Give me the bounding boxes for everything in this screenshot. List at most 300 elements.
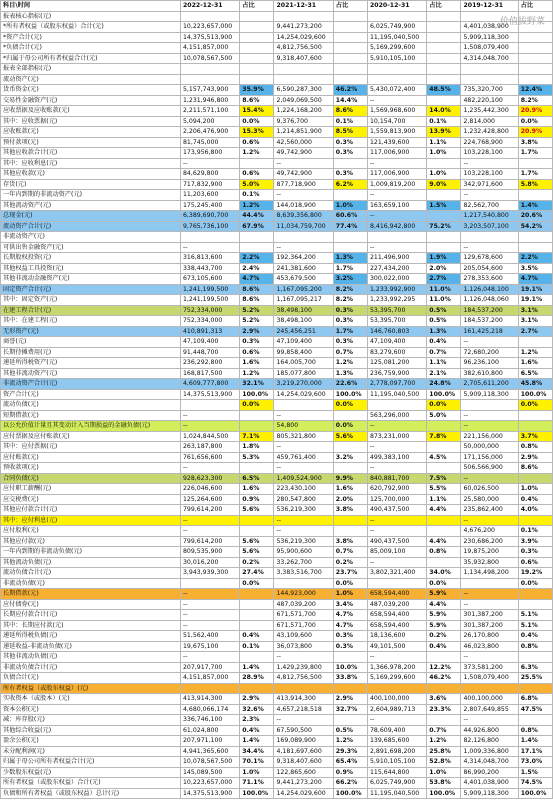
ratio-cell[interactable] bbox=[240, 610, 274, 621]
value-cell[interactable]: -- bbox=[180, 421, 239, 432]
value-cell[interactable]: 164,005,700 bbox=[274, 358, 333, 369]
value-cell[interactable]: -- bbox=[274, 242, 333, 253]
ratio-cell[interactable]: 66.2% bbox=[333, 778, 367, 789]
value-cell[interactable]: 4,314,048,700 bbox=[461, 53, 518, 64]
value-cell[interactable]: 139,685,600 bbox=[367, 736, 426, 747]
ratio-cell[interactable] bbox=[427, 11, 461, 22]
ratio-cell[interactable]: 0.1% bbox=[333, 116, 367, 127]
value-cell[interactable]: 459,761,400 bbox=[274, 452, 333, 463]
row-label-cell[interactable]: 长期股权投资(元) bbox=[1, 253, 181, 264]
value-cell[interactable]: 482,220,100 bbox=[461, 95, 518, 106]
value-cell[interactable]: 671,571,700 bbox=[274, 610, 333, 621]
value-cell[interactable] bbox=[367, 64, 426, 75]
ratio-cell[interactable]: 100.0% bbox=[427, 788, 461, 799]
value-cell[interactable]: 1,241,199,500 bbox=[180, 295, 239, 306]
value-cell[interactable]: -- bbox=[461, 190, 518, 201]
value-cell[interactable]: 185,077,800 bbox=[274, 368, 333, 379]
ratio-cell[interactable]: 2.9% bbox=[240, 694, 274, 705]
ratio-cell[interactable] bbox=[427, 22, 461, 33]
ratio-cell[interactable]: 1.4% bbox=[240, 662, 274, 673]
ratio-cell[interactable] bbox=[518, 715, 552, 726]
value-cell[interactable]: 236,759,900 bbox=[367, 368, 426, 379]
ratio-cell[interactable] bbox=[333, 242, 367, 253]
ratio-cell[interactable] bbox=[240, 22, 274, 33]
ratio-cell[interactable]: 0.3% bbox=[333, 137, 367, 148]
ratio-cell[interactable]: 9.9% bbox=[333, 473, 367, 484]
ratio-cell[interactable]: 34.4% bbox=[240, 746, 274, 757]
row-label-cell[interactable]: 应交税费(元) bbox=[1, 494, 181, 505]
value-cell[interactable]: 1,233,992,900 bbox=[367, 284, 426, 295]
row-label-cell[interactable]: 可供出售金融资产(元) bbox=[1, 242, 181, 253]
value-cell[interactable]: 877,718,900 bbox=[274, 179, 333, 190]
value-cell[interactable]: 2,778,097,700 bbox=[367, 379, 426, 390]
value-cell[interactable]: 2,604,989,713 bbox=[367, 704, 426, 715]
header-cell[interactable]: 占比 bbox=[518, 1, 552, 12]
value-cell[interactable]: 103,228,100 bbox=[461, 169, 518, 180]
header-cell[interactable]: 2022-12-31 bbox=[180, 1, 239, 12]
value-cell[interactable]: 10,223,657,000 bbox=[180, 22, 239, 33]
value-cell[interactable]: -- bbox=[367, 95, 426, 106]
row-label-cell[interactable]: 应付账款(元) bbox=[1, 452, 181, 463]
ratio-cell[interactable]: 0.7% bbox=[333, 347, 367, 358]
value-cell[interactable]: 54,800 bbox=[274, 421, 333, 432]
ratio-cell[interactable]: 100.0% bbox=[518, 389, 552, 400]
ratio-cell[interactable] bbox=[427, 557, 461, 568]
value-cell[interactable]: 144,018,900 bbox=[274, 200, 333, 211]
ratio-cell[interactable]: 0.4% bbox=[240, 631, 274, 642]
value-cell[interactable]: -- bbox=[367, 526, 426, 537]
ratio-cell[interactable]: 0.0% bbox=[333, 578, 367, 589]
ratio-cell[interactable]: 5.2% bbox=[240, 305, 274, 316]
value-cell[interactable]: 536,219,300 bbox=[274, 505, 333, 516]
ratio-cell[interactable]: 0.7% bbox=[333, 547, 367, 558]
row-label-cell[interactable]: 减：库存股(元) bbox=[1, 715, 181, 726]
ratio-cell[interactable]: 1.5% bbox=[427, 200, 461, 211]
header-cell[interactable]: 科目\时间 bbox=[1, 1, 181, 12]
value-cell[interactable]: 1,241,199,500 bbox=[180, 284, 239, 295]
value-cell[interactable]: 2,814,000 bbox=[461, 116, 518, 127]
value-cell[interactable]: 84,629,800 bbox=[180, 169, 239, 180]
ratio-cell[interactable]: 3.6% bbox=[427, 694, 461, 705]
ratio-cell[interactable]: 0.1% bbox=[518, 526, 552, 537]
value-cell[interactable]: 671,571,700 bbox=[274, 620, 333, 631]
ratio-cell[interactable]: 3.2% bbox=[333, 274, 367, 285]
header-cell[interactable]: 2021-12-31 bbox=[274, 1, 333, 12]
ratio-cell[interactable]: 4.7% bbox=[333, 620, 367, 631]
ratio-cell[interactable]: 28.9% bbox=[240, 673, 274, 684]
ratio-cell[interactable]: 5.6% bbox=[333, 431, 367, 442]
value-cell[interactable]: 1,126,048,060 bbox=[461, 295, 518, 306]
value-cell[interactable] bbox=[461, 578, 518, 589]
row-label-cell[interactable]: 流动资产合计(元) bbox=[1, 221, 181, 232]
value-cell[interactable]: 235,862,400 bbox=[461, 505, 518, 516]
row-label-cell[interactable]: 报表核心指标(元) bbox=[1, 11, 181, 22]
ratio-cell[interactable] bbox=[240, 53, 274, 64]
value-cell[interactable]: 230,686,200 bbox=[461, 536, 518, 547]
value-cell[interactable]: 8,416,942,800 bbox=[367, 221, 426, 232]
value-cell[interactable]: 11,203,600 bbox=[180, 190, 239, 201]
row-label-cell[interactable]: *资产合计(元) bbox=[1, 32, 181, 43]
ratio-cell[interactable]: 0.5% bbox=[333, 725, 367, 736]
ratio-cell[interactable]: 1.0% bbox=[427, 169, 461, 180]
value-cell[interactable] bbox=[367, 74, 426, 85]
ratio-cell[interactable]: 1.8% bbox=[240, 442, 274, 453]
value-cell[interactable]: 14,254,029,600 bbox=[274, 788, 333, 799]
value-cell[interactable]: 928,623,300 bbox=[180, 473, 239, 484]
value-cell[interactable]: 4,401,038,900 bbox=[461, 22, 518, 33]
ratio-cell[interactable]: 4.0% bbox=[518, 505, 552, 516]
row-label-cell[interactable]: 长期借款(元) bbox=[1, 589, 181, 600]
ratio-cell[interactable]: 8.6% bbox=[518, 463, 552, 474]
value-cell[interactable]: 752,334,000 bbox=[180, 305, 239, 316]
value-cell[interactable]: -- bbox=[461, 158, 518, 169]
ratio-cell[interactable]: 0.3% bbox=[333, 631, 367, 642]
row-label-cell[interactable]: 负债合计(元) bbox=[1, 673, 181, 684]
value-cell[interactable]: 82,562,700 bbox=[461, 200, 518, 211]
value-cell[interactable]: 99,858,400 bbox=[274, 347, 333, 358]
row-label-cell[interactable]: 一年内到期的非流动资产(元) bbox=[1, 190, 181, 201]
value-cell[interactable]: 382,610,800 bbox=[461, 368, 518, 379]
ratio-cell[interactable]: 4.4% bbox=[427, 536, 461, 547]
ratio-cell[interactable]: 6.2% bbox=[333, 179, 367, 190]
value-cell[interactable]: -- bbox=[274, 190, 333, 201]
ratio-cell[interactable]: 5.6% bbox=[240, 536, 274, 547]
ratio-cell[interactable]: 0.2% bbox=[240, 557, 274, 568]
ratio-cell[interactable]: 5.9% bbox=[427, 589, 461, 600]
value-cell[interactable] bbox=[367, 232, 426, 243]
ratio-cell[interactable]: 1.2% bbox=[240, 148, 274, 159]
value-cell[interactable]: 117,006,900 bbox=[367, 148, 426, 159]
row-label-cell[interactable]: 在建工程合计(元) bbox=[1, 305, 181, 316]
value-cell[interactable]: 2,891,698,200 bbox=[367, 746, 426, 757]
value-cell[interactable]: 5,169,299,600 bbox=[367, 43, 426, 54]
row-label-cell[interactable]: 应付债券(元) bbox=[1, 599, 181, 610]
value-cell[interactable]: 2,807,649,855 bbox=[461, 704, 518, 715]
ratio-cell[interactable] bbox=[427, 242, 461, 253]
row-label-cell[interactable]: 固定资产合计(元) bbox=[1, 284, 181, 295]
value-cell[interactable] bbox=[180, 11, 239, 22]
ratio-cell[interactable]: 4.7% bbox=[333, 610, 367, 621]
value-cell[interactable]: 5,169,299,600 bbox=[367, 673, 426, 684]
ratio-cell[interactable]: 2.0% bbox=[427, 263, 461, 274]
ratio-cell[interactable] bbox=[333, 683, 367, 694]
value-cell[interactable]: -- bbox=[461, 473, 518, 484]
value-cell[interactable]: 53,395,700 bbox=[367, 305, 426, 316]
ratio-cell[interactable]: 0.3% bbox=[518, 547, 552, 558]
ratio-cell[interactable]: 0.2% bbox=[333, 557, 367, 568]
ratio-cell[interactable]: 1.2% bbox=[518, 347, 552, 358]
ratio-cell[interactable]: 53.8% bbox=[427, 778, 461, 789]
value-cell[interactable]: 620,792,900 bbox=[367, 484, 426, 495]
value-cell[interactable]: 4,812,756,500 bbox=[274, 43, 333, 54]
value-cell[interactable]: -- bbox=[274, 410, 333, 421]
ratio-cell[interactable] bbox=[333, 158, 367, 169]
value-cell[interactable]: 1,009,819,200 bbox=[367, 179, 426, 190]
value-cell[interactable]: 8,639,356,800 bbox=[274, 211, 333, 222]
ratio-cell[interactable] bbox=[240, 526, 274, 537]
value-cell[interactable]: 3,383,516,700 bbox=[274, 568, 333, 579]
value-cell[interactable]: 3,943,939,300 bbox=[180, 568, 239, 579]
value-cell[interactable]: -- bbox=[367, 715, 426, 726]
ratio-cell[interactable]: 67.9% bbox=[240, 221, 274, 232]
value-cell[interactable]: -- bbox=[274, 715, 333, 726]
value-cell[interactable]: -- bbox=[180, 599, 239, 610]
value-cell[interactable]: 72,680,200 bbox=[461, 347, 518, 358]
ratio-cell[interactable]: 14.0% bbox=[427, 106, 461, 117]
ratio-cell[interactable]: 0.8% bbox=[518, 641, 552, 652]
ratio-cell[interactable] bbox=[240, 74, 274, 85]
value-cell[interactable]: 799,614,200 bbox=[180, 536, 239, 547]
ratio-cell[interactable]: 20.6% bbox=[518, 211, 552, 222]
value-cell[interactable]: -- bbox=[367, 158, 426, 169]
ratio-cell[interactable]: 7.5% bbox=[427, 473, 461, 484]
ratio-cell[interactable]: 1.7% bbox=[333, 326, 367, 337]
ratio-cell[interactable]: 1.4% bbox=[518, 736, 552, 747]
value-cell[interactable]: 4,401,038,900 bbox=[461, 778, 518, 789]
value-cell[interactable]: 184,537,200 bbox=[461, 305, 518, 316]
ratio-cell[interactable]: 1.0% bbox=[427, 767, 461, 778]
ratio-cell[interactable]: 5.9% bbox=[427, 620, 461, 631]
ratio-cell[interactable]: 100.0% bbox=[240, 389, 274, 400]
value-cell[interactable]: 4,151,857,000 bbox=[180, 673, 239, 684]
ratio-cell[interactable]: 20.9% bbox=[518, 106, 552, 117]
ratio-cell[interactable] bbox=[518, 421, 552, 432]
value-cell[interactable]: 207,917,700 bbox=[180, 662, 239, 673]
value-cell[interactable]: 301,387,200 bbox=[461, 610, 518, 621]
value-cell[interactable] bbox=[367, 578, 426, 589]
ratio-cell[interactable]: 24.8% bbox=[427, 379, 461, 390]
ratio-cell[interactable]: 2.3% bbox=[240, 715, 274, 726]
ratio-cell[interactable]: 0.9% bbox=[333, 767, 367, 778]
value-cell[interactable]: 263,187,800 bbox=[180, 442, 239, 453]
row-label-cell[interactable]: 应付票据及应付账款(元) bbox=[1, 431, 181, 442]
row-label-cell[interactable]: 所有者权益（或股东权益）合计(元) bbox=[1, 778, 181, 789]
ratio-cell[interactable]: 1.5% bbox=[518, 767, 552, 778]
value-cell[interactable]: -- bbox=[180, 158, 239, 169]
ratio-cell[interactable] bbox=[240, 515, 274, 526]
ratio-cell[interactable] bbox=[240, 32, 274, 43]
value-cell[interactable]: 5,157,743,900 bbox=[180, 85, 239, 96]
row-label-cell[interactable]: 其他非流动负债(元) bbox=[1, 652, 181, 663]
value-cell[interactable]: -- bbox=[180, 526, 239, 537]
ratio-cell[interactable]: 8.2% bbox=[333, 295, 367, 306]
ratio-cell[interactable]: 0.1% bbox=[240, 641, 274, 652]
row-label-cell[interactable]: *归属于母公司所有者权益合计(元) bbox=[1, 53, 181, 64]
value-cell[interactable]: 96,236,100 bbox=[461, 358, 518, 369]
ratio-cell[interactable]: 2.1% bbox=[427, 368, 461, 379]
ratio-cell[interactable] bbox=[518, 599, 552, 610]
value-cell[interactable]: 1,134,498,200 bbox=[461, 568, 518, 579]
value-cell[interactable]: 799,614,200 bbox=[180, 505, 239, 516]
value-cell[interactable]: 809,535,900 bbox=[180, 547, 239, 558]
ratio-cell[interactable] bbox=[427, 652, 461, 663]
value-cell[interactable] bbox=[274, 232, 333, 243]
ratio-cell[interactable]: 0.3% bbox=[333, 337, 367, 348]
ratio-cell[interactable]: 0.6% bbox=[240, 137, 274, 148]
ratio-cell[interactable] bbox=[333, 64, 367, 75]
value-cell[interactable]: 11,034,759,700 bbox=[274, 221, 333, 232]
ratio-cell[interactable]: 1.6% bbox=[240, 358, 274, 369]
ratio-cell[interactable]: 1.4% bbox=[240, 736, 274, 747]
ratio-cell[interactable] bbox=[333, 652, 367, 663]
ratio-cell[interactable]: 1.3% bbox=[427, 326, 461, 337]
ratio-cell[interactable]: 0.3% bbox=[333, 148, 367, 159]
value-cell[interactable]: 129,678,600 bbox=[461, 253, 518, 264]
ratio-cell[interactable]: 5.8% bbox=[518, 179, 552, 190]
ratio-cell[interactable] bbox=[333, 190, 367, 201]
ratio-cell[interactable] bbox=[240, 43, 274, 54]
value-cell[interactable]: -- bbox=[367, 421, 426, 432]
row-label-cell[interactable]: 报表全部指标(元) bbox=[1, 64, 181, 75]
value-cell[interactable] bbox=[461, 683, 518, 694]
value-cell[interactable]: 42,560,000 bbox=[274, 137, 333, 148]
value-cell[interactable]: 35,932,800 bbox=[461, 557, 518, 568]
ratio-cell[interactable] bbox=[240, 11, 274, 22]
ratio-cell[interactable]: 1.1% bbox=[427, 137, 461, 148]
value-cell[interactable]: 163,659,100 bbox=[367, 200, 426, 211]
ratio-cell[interactable]: 0.7% bbox=[427, 347, 461, 358]
value-cell[interactable] bbox=[274, 64, 333, 75]
value-cell[interactable]: 86,990,200 bbox=[461, 767, 518, 778]
value-cell[interactable]: -- bbox=[461, 410, 518, 421]
row-label-cell[interactable]: 资本公积(元) bbox=[1, 704, 181, 715]
value-cell[interactable]: 85,009,100 bbox=[367, 547, 426, 558]
ratio-cell[interactable]: 0.0% bbox=[333, 421, 367, 432]
value-cell[interactable]: -- bbox=[367, 557, 426, 568]
value-cell[interactable]: 1,429,239,800 bbox=[274, 662, 333, 673]
value-cell[interactable]: 301,387,200 bbox=[461, 620, 518, 631]
ratio-cell[interactable]: 3.8% bbox=[333, 505, 367, 516]
ratio-cell[interactable]: 5.6% bbox=[240, 505, 274, 516]
ratio-cell[interactable]: 8.6% bbox=[240, 95, 274, 106]
ratio-cell[interactable]: 4.5% bbox=[427, 452, 461, 463]
row-label-cell[interactable]: 应付股利(元) bbox=[1, 526, 181, 537]
ratio-cell[interactable] bbox=[333, 11, 367, 22]
value-cell[interactable]: 60,026,500 bbox=[461, 484, 518, 495]
ratio-cell[interactable]: 44.4% bbox=[240, 211, 274, 222]
value-cell[interactable]: 33,262,700 bbox=[274, 557, 333, 568]
value-cell[interactable]: 47,109,400 bbox=[180, 337, 239, 348]
ratio-cell[interactable]: 1.7% bbox=[518, 169, 552, 180]
ratio-cell[interactable]: 3.5% bbox=[518, 263, 552, 274]
ratio-cell[interactable]: 1.3% bbox=[333, 253, 367, 264]
ratio-cell[interactable] bbox=[518, 232, 552, 243]
ratio-cell[interactable]: 100.0% bbox=[333, 788, 367, 799]
ratio-cell[interactable] bbox=[518, 43, 552, 54]
ratio-cell[interactable]: 0.0% bbox=[333, 400, 367, 411]
ratio-cell[interactable] bbox=[427, 421, 461, 432]
value-cell[interactable]: 171,156,000 bbox=[461, 452, 518, 463]
ratio-cell[interactable]: 0.0% bbox=[427, 578, 461, 589]
ratio-cell[interactable]: 2.9% bbox=[333, 694, 367, 705]
ratio-cell[interactable]: 1.6% bbox=[333, 484, 367, 495]
ratio-cell[interactable]: 73.0% bbox=[518, 757, 552, 768]
ratio-cell[interactable]: 0.0% bbox=[240, 400, 274, 411]
ratio-cell[interactable]: 0.0% bbox=[427, 400, 461, 411]
value-cell[interactable]: 300,022,000 bbox=[367, 274, 426, 285]
ratio-cell[interactable] bbox=[518, 74, 552, 85]
ratio-cell[interactable]: 34.0% bbox=[427, 568, 461, 579]
ratio-cell[interactable] bbox=[427, 715, 461, 726]
value-cell[interactable]: 121,439,600 bbox=[367, 137, 426, 148]
value-cell[interactable]: 9,376,700 bbox=[274, 116, 333, 127]
value-cell[interactable]: -- bbox=[367, 242, 426, 253]
ratio-cell[interactable]: 8.2% bbox=[518, 95, 552, 106]
ratio-cell[interactable] bbox=[240, 599, 274, 610]
value-cell[interactable]: 26,170,800 bbox=[461, 631, 518, 642]
ratio-cell[interactable] bbox=[240, 683, 274, 694]
value-cell[interactable]: 169,089,900 bbox=[274, 736, 333, 747]
ratio-cell[interactable]: 1.1% bbox=[427, 358, 461, 369]
ratio-cell[interactable]: 0.4% bbox=[427, 337, 461, 348]
value-cell[interactable]: -- bbox=[274, 526, 333, 537]
value-cell[interactable]: 4,657,218,518 bbox=[274, 704, 333, 715]
value-cell[interactable]: 1,231,946,800 bbox=[180, 95, 239, 106]
ratio-cell[interactable]: 15.4% bbox=[240, 106, 274, 117]
ratio-cell[interactable]: 46.2% bbox=[333, 85, 367, 96]
ratio-cell[interactable] bbox=[427, 190, 461, 201]
value-cell[interactable]: 373,581,200 bbox=[461, 662, 518, 673]
value-cell[interactable]: -- bbox=[180, 463, 239, 474]
ratio-cell[interactable] bbox=[240, 232, 274, 243]
ratio-cell[interactable]: 1.6% bbox=[518, 358, 552, 369]
ratio-cell[interactable]: 5.1% bbox=[518, 610, 552, 621]
ratio-cell[interactable]: 1.0% bbox=[518, 484, 552, 495]
ratio-cell[interactable]: 100.0% bbox=[240, 788, 274, 799]
row-label-cell[interactable]: 长期待摊费用(元) bbox=[1, 347, 181, 358]
row-label-cell[interactable]: 其中：应收票据(元) bbox=[1, 116, 181, 127]
value-cell[interactable]: 36,073,800 bbox=[274, 641, 333, 652]
row-label-cell[interactable]: 一年内到期的非流动负债(元) bbox=[1, 547, 181, 558]
value-cell[interactable]: 184,537,200 bbox=[461, 316, 518, 327]
ratio-cell[interactable]: 3.2% bbox=[333, 452, 367, 463]
ratio-cell[interactable] bbox=[427, 683, 461, 694]
value-cell[interactable]: 1,126,048,100 bbox=[461, 284, 518, 295]
value-cell[interactable]: 145,089,500 bbox=[180, 767, 239, 778]
ratio-cell[interactable]: 1.0% bbox=[427, 148, 461, 159]
value-cell[interactable]: 1,366,978,200 bbox=[367, 662, 426, 673]
ratio-cell[interactable]: 0.2% bbox=[427, 631, 461, 642]
value-cell[interactable]: 5,909,118,300 bbox=[461, 32, 518, 43]
ratio-cell[interactable]: 35.9% bbox=[240, 85, 274, 96]
value-cell[interactable]: 10,154,700 bbox=[367, 116, 426, 127]
ratio-cell[interactable]: 0.8% bbox=[518, 442, 552, 453]
ratio-cell[interactable] bbox=[240, 410, 274, 421]
ratio-cell[interactable]: 29.3% bbox=[333, 746, 367, 757]
value-cell[interactable]: 280,547,800 bbox=[274, 494, 333, 505]
value-cell[interactable]: 5,910,105,100 bbox=[367, 757, 426, 768]
value-cell[interactable]: 11,195,040,500 bbox=[367, 32, 426, 43]
ratio-cell[interactable]: 6.3% bbox=[518, 662, 552, 673]
value-cell[interactable]: 413,914,300 bbox=[180, 694, 239, 705]
value-cell[interactable]: 9,441,273,200 bbox=[274, 778, 333, 789]
value-cell[interactable]: 1,167,095,217 bbox=[274, 295, 333, 306]
value-cell[interactable]: -- bbox=[461, 599, 518, 610]
value-cell[interactable] bbox=[274, 683, 333, 694]
value-cell[interactable]: 125,081,200 bbox=[367, 358, 426, 369]
ratio-cell[interactable]: 0.4% bbox=[518, 494, 552, 505]
row-label-cell[interactable]: 其他应收款(元) bbox=[1, 169, 181, 180]
value-cell[interactable]: 316,813,600 bbox=[180, 253, 239, 264]
row-label-cell[interactable]: 所有者权益（或股东权益）(元) bbox=[1, 683, 181, 694]
row-label-cell[interactable]: 合同负债(元) bbox=[1, 473, 181, 484]
value-cell[interactable]: 245,456,251 bbox=[274, 326, 333, 337]
ratio-cell[interactable]: 5.2% bbox=[240, 316, 274, 327]
value-cell[interactable]: 499,383,100 bbox=[367, 452, 426, 463]
value-cell[interactable] bbox=[274, 400, 333, 411]
ratio-cell[interactable]: 5.6% bbox=[240, 547, 274, 558]
ratio-cell[interactable]: 77.4% bbox=[333, 221, 367, 232]
